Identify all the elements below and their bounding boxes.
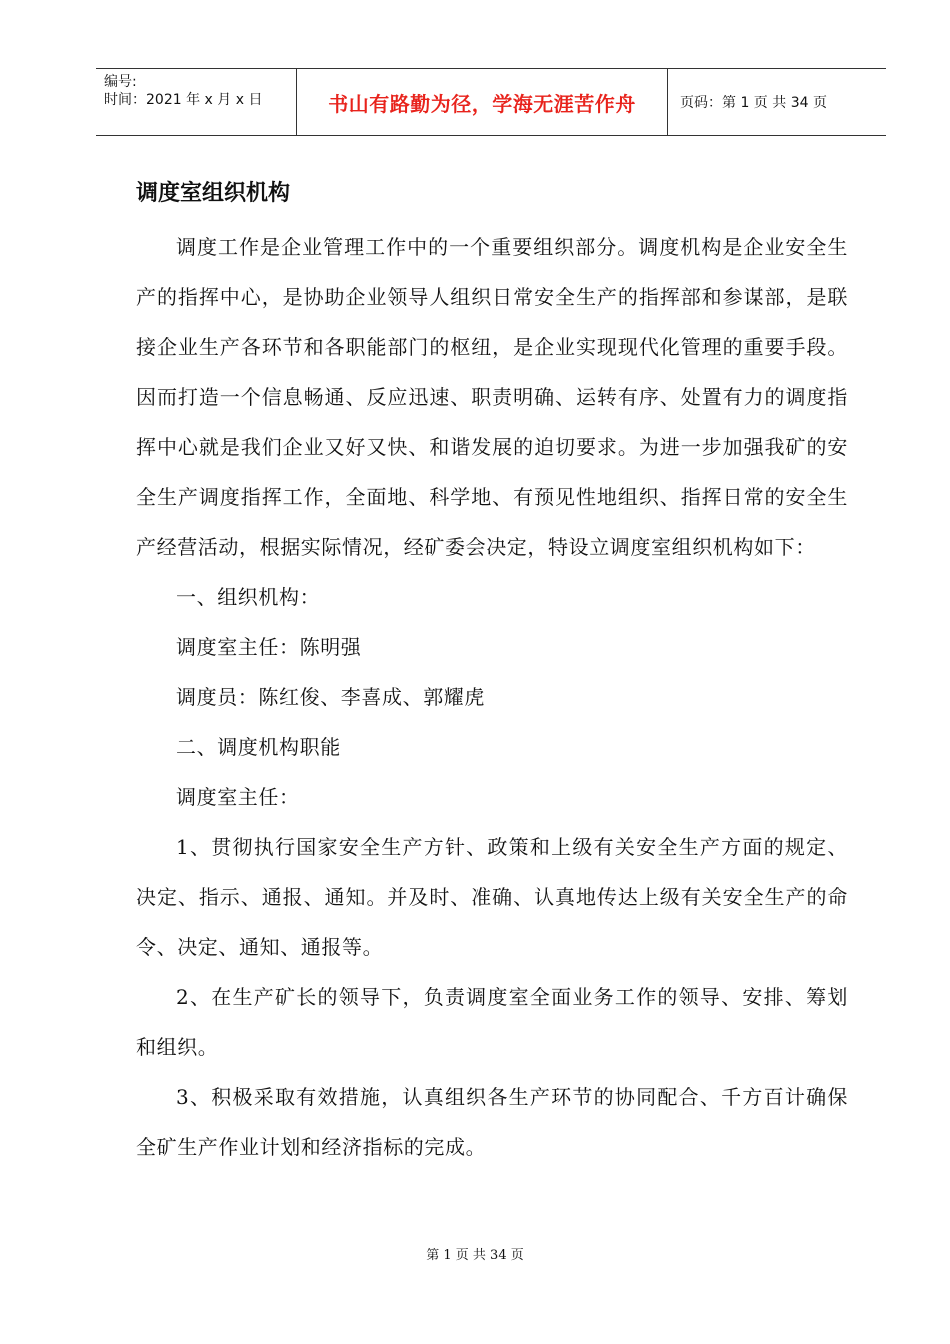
document-time-label: 时间：2021 年 x 月 x 日	[104, 92, 263, 108]
paragraph-section-2-heading: 二、调度机构职能	[176, 735, 341, 759]
header-meta	[96, 69, 297, 135]
paragraph-duty-2: 2、在生产矿长的领导下，负责调度室全面业务工作的领导、安排、筹划和组织。	[136, 985, 848, 1059]
header-motto: 书山有路勤为径，学海无涯苦作舟	[297, 69, 668, 135]
document-body	[136, 222, 848, 1172]
document-number-label: 编号:	[104, 74, 137, 90]
paragraph-section-1-heading: 一、组织机构：	[176, 585, 321, 609]
paragraph-intro: 调度工作是企业管理工作中的一个重要组织部分。调度机构是企业安全生产的指挥中心，是协助企业领导人组织日常安全生产的指挥部和参谋部，是联接企业生产各环节和各职能部门的枢纽，是企业实现现代化管理的重要手段。因而打造一个信息畅通、反应迅速、职责明确、运转有序、处置有力的调度指挥中心就是我们企业又好又快、和谐发展的迫切要求。为进一步加强我矿的安全生产调度指挥工作，全面地、科学地、有预见性地组织、指挥日常的安全生产经营活动，根据实际情况，经矿委会决定，特设立调度室组织机构如下：	[136, 235, 848, 559]
header-page-info: 页码：第 1 页 共 34 页	[680, 95, 827, 111]
page-footer: 第 1 页 共 34 页	[426, 1248, 524, 1263]
document-title: 调度室组织机构	[136, 181, 291, 206]
paragraph-dispatchers: 调度员：陈红俊、李喜成、郭耀虎	[176, 685, 485, 709]
page-header	[96, 68, 886, 136]
paragraph-director-duties-heading: 调度室主任：	[176, 785, 300, 809]
paragraph-duty-1: 1、贯彻执行国家安全生产方针、政策和上级有关安全生产方面的规定、决定、指示、通报、通知。并及时、准确、认真地传达上级有关安全生产的命令、决定、通知、通报等。	[136, 835, 848, 959]
paragraph-director: 调度室主任：陈明强	[176, 635, 362, 659]
paragraph-duty-3: 3、积极采取有效措施，认真组织各生产环节的协同配合、千方百计确保全矿生产作业计划和经济指标的完成。	[136, 1085, 848, 1159]
